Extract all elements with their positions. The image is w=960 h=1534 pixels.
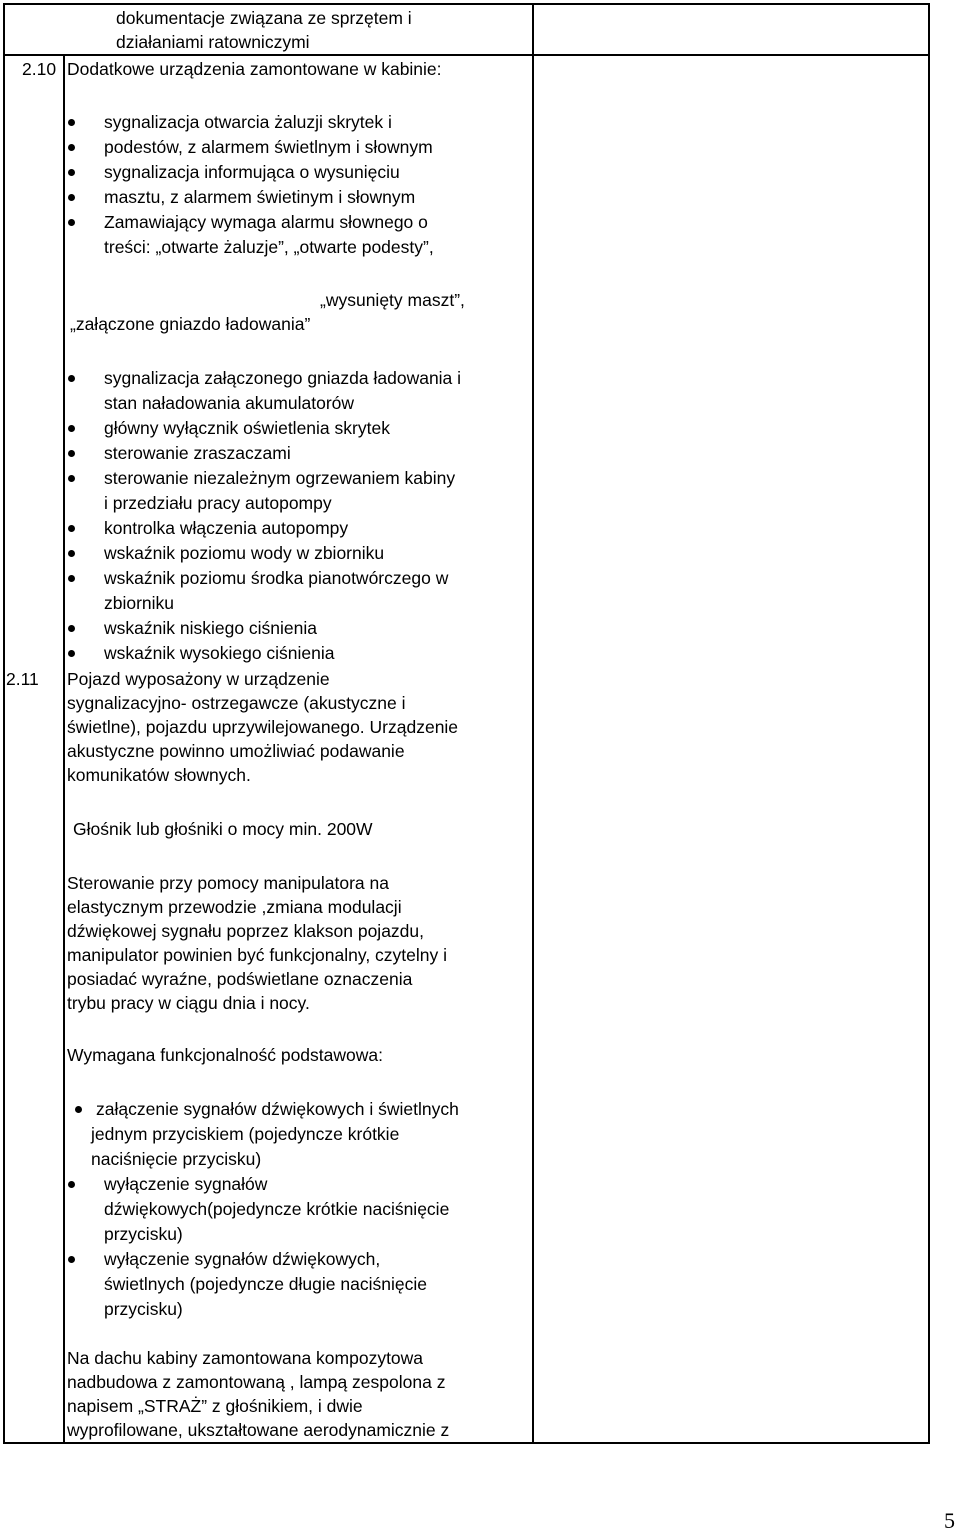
list-item: sterowanie zraszaczami [104,443,291,463]
paragraph-line: posiadać wyraźne, podświetlane oznaczenia [67,969,413,989]
list-item: dźwiękowych(pojedyncze krótkie naciśnięcie [104,1199,450,1219]
table-border-right [928,3,930,1444]
list-item: świetlnych (pojedyncze długie naciśnięcie [104,1274,427,1294]
paragraph-line: Pojazd wyposażony w urządzenie [67,669,330,689]
bullet-icon [68,1181,75,1188]
list-item: Zamawiający wymaga alarmu słownego o [104,212,428,232]
paragraph-functionality-heading: Wymagana funkcjonalność podstawowa: [67,1045,383,1065]
section-number-2-11: 2.11 [6,669,39,689]
list-item: masztu, z alarmem świetinym i słownym [104,187,416,207]
list-item: załączenie sygnałów dźwiękowych i świetlnych [96,1099,459,1119]
paragraph-line: Sterowanie przy pomocy manipulatora na [67,873,389,893]
bullet-icon [68,550,75,557]
list-item: główny wyłącznik oświetlenia skrytek [104,418,390,438]
list-item: wyłączenie sygnałów dźwiękowych, [104,1249,381,1269]
bullet-icon [68,219,75,226]
table-border-top [3,3,930,5]
list-item: kontrolka włączenia autopompy [104,518,349,538]
list-item: sygnalizacja otwarcia żaluzji skrytek i [104,112,392,132]
list-item: i przedziału pracy autopompy [104,493,332,513]
bullet-icon [68,375,75,382]
paragraph-line: akustyczne powinno umożliwiać podawanie [67,741,405,761]
list-item: naciśnięcie przycisku) [91,1149,262,1169]
paragraph-line: Na dachu kabiny zamontowana kompozytowa [67,1348,424,1368]
paragraph-speaker: Głośnik lub głośniki o mocy min. 200W [73,819,373,839]
list-item: wskaźnik niskiego ciśnienia [104,618,318,638]
bullet-icon [75,1106,82,1113]
top-line-1: dokumentacje związana ze sprzętem i [116,8,412,28]
table-border-col1 [63,55,65,1444]
list-item: sterowanie niezależnym ogrzewaniem kabiny [104,468,456,488]
paragraph-line: napisem „STRAŻ” z głośnikiem, i dwie [67,1396,363,1416]
paragraph-line: komunikatów słownych. [67,765,251,785]
list-item: wskaźnik poziomu wody w zbiorniku [104,543,385,563]
list-item: stan naładowania akumulatorów [104,393,355,413]
continuation-line-1: „wysunięty maszt”, [320,290,465,310]
top-line-2: działaniami ratowniczymi [116,32,310,52]
list-item: wskaźnik poziomu środka pianotwórczego w [104,568,449,588]
bullet-icon [68,1256,75,1263]
table-border-col2 [532,3,534,1444]
list-item: wyłączenie sygnałów [104,1174,268,1194]
list-item: przycisku) [104,1299,183,1319]
table-border-bottom [3,1442,930,1444]
paragraph-line: elastycznym przewodzie ,zmiana modulacji [67,897,402,917]
bullet-icon [68,144,75,151]
bullet-icon [68,450,75,457]
bullet-icon [68,650,75,657]
list-item: przycisku) [104,1224,183,1244]
bullet-icon [68,575,75,582]
paragraph-line: nadbudowa z zamontowaną , lampą zespolona z [67,1372,446,1392]
paragraph-line: manipulator powinien być funkcjonalny, czytelny i [67,945,448,965]
list-item: treści: „otwarte żaluzje”, „otwarte podesty”, [104,237,434,257]
page-number: 5 [944,1508,955,1533]
paragraph-line: sygnalizacyjno- ostrzegawcze (akustyczne i [67,693,406,713]
table-border-left [3,3,5,1444]
bullet-icon [68,475,75,482]
list-item: wskaźnik wysokiego ciśnienia [104,643,335,663]
bullet-icon [68,169,75,176]
section-title-2-10: Dodatkowe urządzenia zamontowane w kabinie: [67,59,442,79]
table-row-divider [3,54,930,56]
continuation-line-2: „załączone gniazdo ładowania” [70,314,311,334]
paragraph-line: trybu pracy w ciągu dnia i nocy. [67,993,310,1013]
list-item: jednym przyciskiem (pojedyncze krótkie [91,1124,400,1144]
bullet-icon [68,425,75,432]
bullet-icon [68,194,75,201]
list-item: podestów, z alarmem świetlnym i słownym [104,137,433,157]
list-item: sygnalizacja informująca o wysunięciu [104,162,400,182]
list-item: sygnalizacja załączonego gniazda ładowania i [104,368,462,388]
paragraph-line: dźwiękowej sygnału poprzez klakson pojazdu, [67,921,425,941]
paragraph-line: wyprofilowane, ukształtowane aerodynamicznie z [67,1420,450,1440]
section-number-2-10: 2.10 [22,59,57,79]
list-item: zbiorniku [104,593,175,613]
bullet-icon [68,625,75,632]
bullet-icon [68,119,75,126]
paragraph-line: świetlne), pojazdu uprzywilejowanego. Urządzenie [67,717,459,737]
bullet-icon [68,525,75,532]
